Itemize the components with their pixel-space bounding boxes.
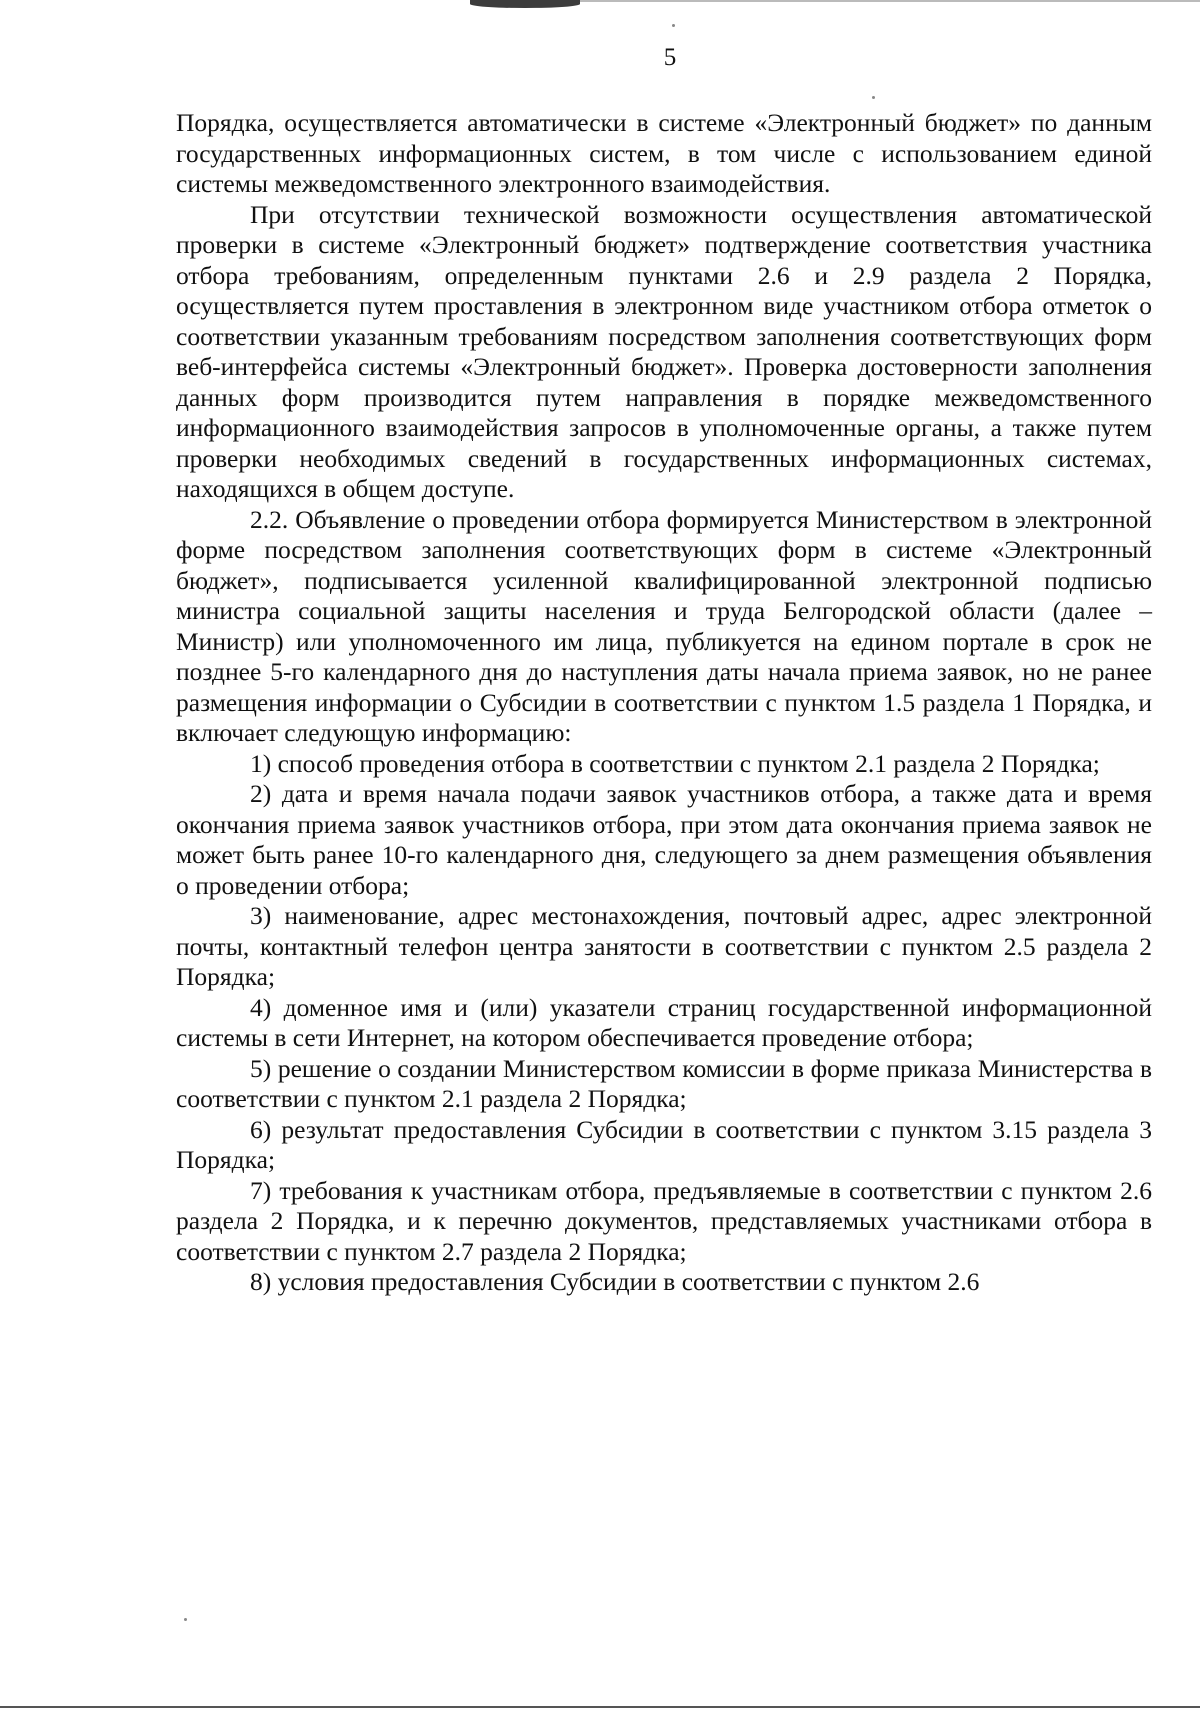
list-item: 8) условия предоставления Субсидии в соответствии с пунктом 2.6 (250, 1267, 980, 1296)
scan-artifact-top (470, 0, 580, 8)
list-item: 6) результат предоставления Субсидии в соответствии с пунктом 3.15 раздела 3 Порядка; (176, 1114, 1152, 1174)
list-item: 3) наименование, адрес местонахождения, почтовый адрес, адрес электронной почты, контактный телефон центра занятости в соответствии с пунктом 2.5 раздела 2 Порядка; (176, 901, 1152, 991)
scan-artifact-line (580, 0, 1200, 2)
paragraph-section-2-2: 2.2. Объявление о проведении отбора формируется Министерством в электронной форме посредством заполнения соответствующих форм в системе «Электронный бюджет», подписывается усиленной квалифицированной электронной подписью министра социальной защиты населения и труда Белгородской области (далее – Министр) или уполномоченного им лица, публикуется на едином портале в срок не позднее 5-го календарного дня до наступления даты начала приема заявок, но не ранее размещения информации о Субсидии в соответствии с пунктом 1.5 раздела 1 Порядка, и включает следующую информацию: (176, 504, 1152, 747)
scan-speck (672, 24, 675, 27)
list-item: 2) дата и время начала подачи заявок участников отбора, а также дата и время окончания приема заявок участников отбора, при этом дата окончания приема заявок не может быть ранее 10-го календарного дня, следующего за днем размещения объявления о проведении отбора; (176, 779, 1152, 900)
scan-artifact-bottom (0, 1706, 1200, 1708)
paragraph: При отсутствии технической возможности осуществления автоматической проверки в системе «Электронный бюджет» подтверждение соответствия участника отбора требованиям, определенным пунктами 2.6 и 2.9 раздела 2 Порядка, осуществляется путем проставления в электронном виде участником отбора отметок о соответствии указанным требованиям посредством заполнения соответствующих форм веб-интерфейса системы «Электронный бюджет». Проверка достоверности заполнения данных форм производится путем направления в порядке межведомственного информационного взаимодействия запросов в уполномоченные органы, а также путем проверки необходимых сведений в государственных информационных системах, находящихся в общем доступе. (176, 199, 1152, 503)
list-item: 4) доменное имя и (или) указатели страниц государственной информационной системы в сети Интернет, на котором обеспечивается проведение отбора; (176, 992, 1152, 1052)
list-item: 7) требования к участникам отбора, предъявляемые в соответствии с пунктом 2.6 раздела 2 Порядка, и к перечню документов, представляемых участниками отбора в соответствии с пунктом 2.7 раздела 2 Порядка; (176, 1175, 1152, 1266)
scan-speck (184, 1618, 187, 1621)
scan-speck (872, 96, 875, 99)
document-body (176, 108, 1152, 1298)
page-number: 5 (663, 44, 677, 71)
list-item: 1) способ проведения отбора в соответствии с пунктом 2.1 раздела 2 Порядка; (250, 748, 1100, 778)
paragraph-continuation: Порядка, осуществляется автоматически в системе «Электронный бюджет» по данным государственных информационных систем, в том числе с использованием единой системы межведомственного электронного взаимодействия. (176, 108, 1152, 198)
list-item: 5) решение о создании Министерством комиссии в форме приказа Министерства в соответствии с пунктом 2.1 раздела 2 Порядка; (176, 1053, 1152, 1113)
